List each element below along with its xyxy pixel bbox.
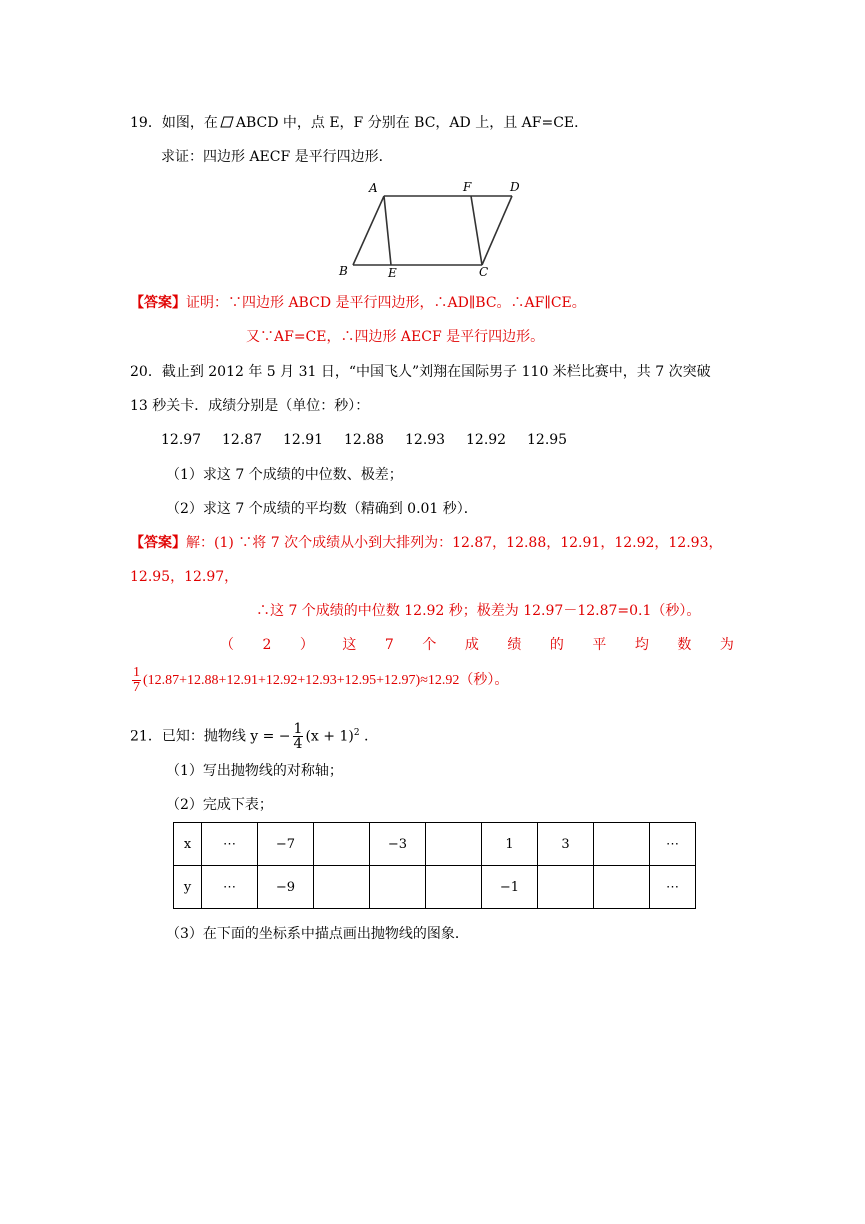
table-cell (426, 866, 482, 909)
answer-tag: 【答案】 (130, 535, 186, 551)
table-cell (314, 823, 370, 866)
fraction-denominator: 7 (133, 680, 140, 696)
q20-answer-line2: 12.95，12.97， (130, 569, 239, 585)
table-cell: x (174, 823, 202, 866)
table-cell: ⋯ (650, 866, 696, 909)
table-cell: −7 (258, 823, 314, 866)
score-item: 12.87 (222, 432, 263, 448)
q19-answer-text1: 证明：∵四边形 ABCD 是平行四边形，∴AD∥BC。∴AF∥CE。 (186, 295, 586, 311)
answer-token: 绩 (507, 637, 522, 653)
answer-token: 的 (549, 637, 564, 653)
table-cell: −1 (482, 866, 538, 909)
fraction-one-quarter (293, 722, 304, 751)
label-c: C (479, 265, 489, 278)
q20-answer-line5 (130, 666, 508, 696)
q19-line1-prefix: 19．如图，在 (130, 115, 218, 131)
label-e: E (388, 266, 397, 278)
score-item: 12.88 (344, 432, 385, 448)
q20-answer-line1 (130, 534, 722, 552)
q20-part2: （2）求这 7 个成绩的平均数（精确到 0.01 秒）． (166, 501, 478, 517)
parallelogram-icon (220, 116, 234, 128)
q20-answer-text1: 解：(1) ∵将 7 次个成绩从小到大排列为：12.87，12.88，12.91，12.92，12.93， (186, 535, 723, 551)
table-cell: −3 (370, 823, 426, 866)
answer-token: 均 (634, 637, 649, 653)
segment-fc (471, 196, 482, 265)
fraction-numerator: 1 (293, 721, 303, 738)
table-row-x (174, 823, 696, 866)
q21-part2: （2）完成下表； (166, 797, 273, 813)
exponent: 2 (353, 728, 360, 738)
label-a: A (369, 181, 378, 195)
q21-part3: （3）在下面的坐标系中描点画出抛物线的图象． (166, 926, 469, 942)
table-cell (426, 823, 482, 866)
q19-line1 (130, 114, 588, 132)
answer-token: ） (299, 637, 314, 653)
values-table (173, 822, 696, 909)
answer-token: 成 (464, 637, 479, 653)
fraction-one-seventh (132, 666, 141, 695)
q20-part1: （1）求这 7 个成绩的中位数、极差； (166, 467, 403, 483)
score-item: 12.97 (161, 432, 202, 448)
table-cell (594, 823, 650, 866)
side-dc (482, 196, 512, 265)
score-item: 12.91 (283, 432, 324, 448)
q20-answer-line4 (220, 636, 734, 654)
q21-part1: （1）写出抛物线的对称轴； (166, 763, 343, 779)
q21-intro-tail: (x + 1) (305, 728, 354, 745)
table-cell: −9 (258, 866, 314, 909)
table-cell (314, 866, 370, 909)
fraction-denominator: 4 (293, 736, 303, 753)
q19-line1-suffix: ABCD 中，点 E，F 分别在 BC，AD 上，且 AF=CE． (235, 115, 589, 131)
answer-token: （ (220, 637, 234, 653)
q19-figure (335, 178, 535, 278)
table-cell: ⋯ (202, 823, 258, 866)
table-cell: y (174, 866, 202, 909)
q20-line2: 13 秒关卡．成绩分别是（单位：秒）： (130, 398, 370, 414)
table-cell (370, 866, 426, 909)
score-item: 12.95 (527, 432, 568, 448)
average-expression: (12.87+12.88+12.91+12.92+12.93+12.95+12.97)≈12.92（秒）。 (143, 673, 509, 688)
answer-token: 为 (719, 637, 734, 653)
q20-line1: 20．截止到 2012 年 5 月 31 日，“中国飞人”刘翔在国际男子 110 米栏比赛中，共 7 次突破 (130, 364, 711, 380)
table-cell (594, 866, 650, 909)
table-cell: ⋯ (650, 823, 696, 866)
q19-answer-line2: 又∵AF=CE，∴四边形 AECF 是平行四边形。 (246, 329, 545, 345)
q21-intro-end: . (359, 728, 369, 745)
table-cell: 3 (538, 823, 594, 866)
answer-token: 个 (422, 637, 437, 653)
label-b: B (339, 264, 348, 278)
table-cell: ⋯ (202, 866, 258, 909)
segment-ae (384, 196, 391, 265)
fraction-numerator: 1 (133, 665, 140, 681)
answer-token: 平 (592, 637, 607, 653)
score-item: 12.92 (466, 432, 507, 448)
q20-scores (161, 431, 588, 449)
answer-token: 7 (384, 637, 394, 653)
score-item: 12.93 (405, 432, 446, 448)
table-cell (538, 866, 594, 909)
label-d: D (510, 180, 520, 194)
table-row-y (174, 866, 696, 909)
q21-intro-text: 21．已知：抛物线 y = − (130, 728, 291, 745)
table-cell: 1 (482, 823, 538, 866)
label-f: F (463, 180, 472, 194)
answer-token: 这 (342, 637, 357, 653)
side-ab (353, 196, 384, 265)
answer-token: 2 (262, 637, 272, 653)
q19-line2: 求证：四边形 AECF 是平行四边形． (161, 149, 393, 165)
answer-tag: 【答案】 (130, 295, 186, 311)
answer-token: 数 (677, 637, 692, 653)
q21-intro (130, 718, 368, 752)
q20-answer-line3: ∴这 7 个成绩的中位数 12.92 秒；极差为 12.97－12.87=0.1（秒）。 (256, 603, 701, 619)
q19-answer-line1 (130, 294, 586, 312)
